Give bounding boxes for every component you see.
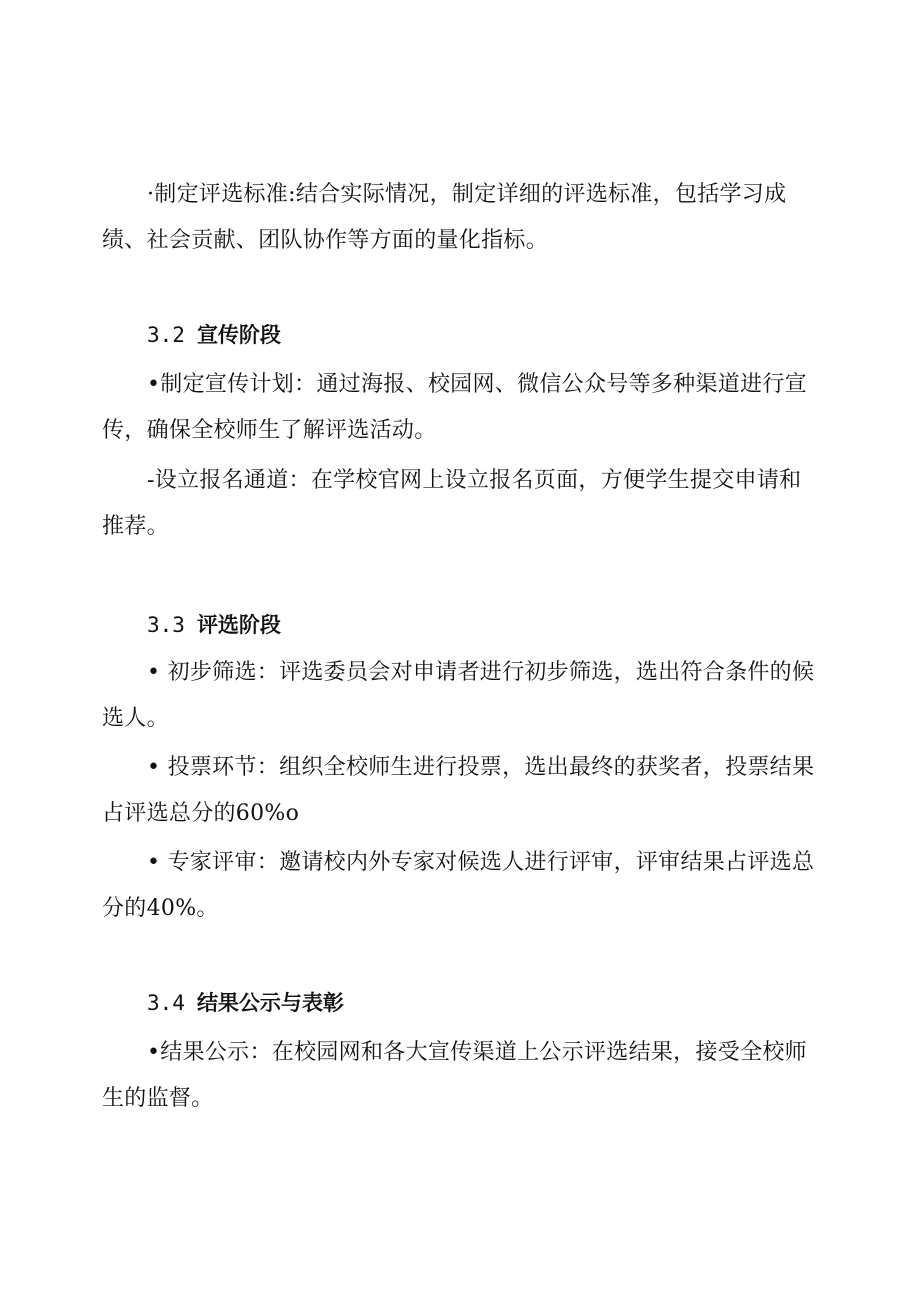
paragraph-initial-screening: • 初步筛选：评选委员会对申请者进行初步筛选，选出符合条件的候选人。 xyxy=(102,660,815,731)
section-title: 宣传阶段 xyxy=(196,322,281,347)
section-heading-3-3 xyxy=(147,610,281,640)
section-number: 3.2 xyxy=(147,323,185,347)
section-title: 评选阶段 xyxy=(196,612,281,637)
paragraph-result-publication: •结果公示：在校园网和各大宣传渠道上公示评选结果，接受全校师生的监督。 xyxy=(102,1040,807,1111)
paragraph-voting: • 投票环节：组织全校师生进行投票，选出最终的获奖者，投票结果占评选总分的60%o xyxy=(102,755,815,826)
paragraph-publicity-plan: •制定宣传计划：通过海报、校园网、微信公众号等多种渠道进行宣传，确保全校师生了解评选活动。 xyxy=(102,372,807,443)
paragraph-expert-review: • 专家评审：邀请校内外专家对候选人进行评审，评审结果占评选总分的40%。 xyxy=(102,850,815,921)
paragraph-evaluation-standards: ·制定评选标准:结合实际情况，制定详细的评选标准，包括学习成绩、社会贡献、团队协作等方面的量化指标。 xyxy=(102,182,787,253)
section-number: 3.3 xyxy=(147,613,185,637)
paragraph-registration-channel: -设立报名通道：在学校官网上设立报名页面，方便学生提交申请和推荐。 xyxy=(102,468,802,539)
section-title: 结果公示与表彰 xyxy=(196,990,344,1015)
section-number: 3.4 xyxy=(147,991,185,1015)
section-heading-3-2 xyxy=(147,320,281,350)
section-heading-3-4 xyxy=(147,988,344,1018)
